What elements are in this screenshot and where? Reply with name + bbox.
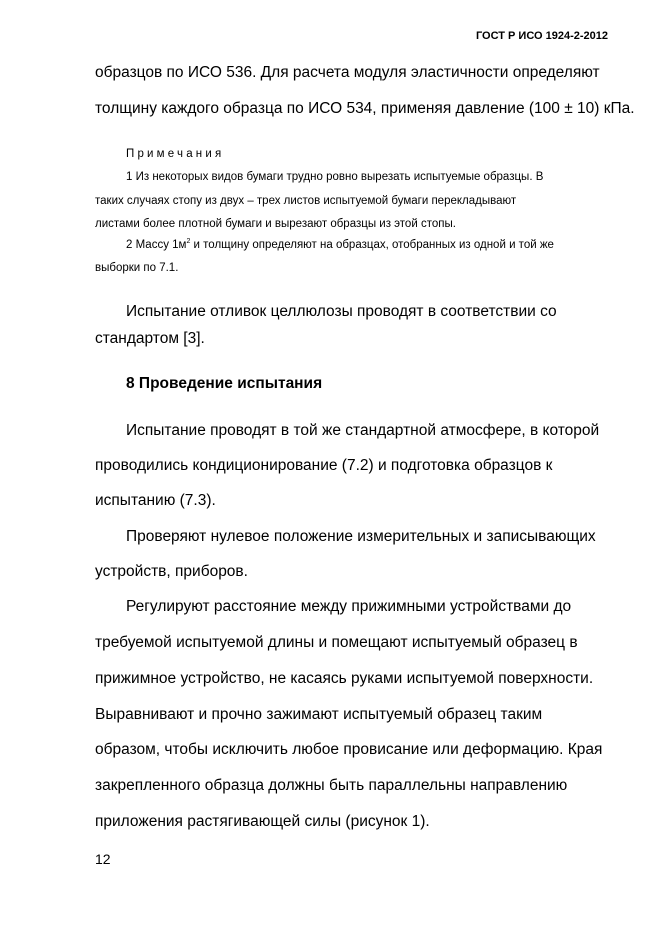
- page-number: 12: [95, 851, 111, 867]
- body-p2-line-1: Проверяют нулевое положение измерительных и записывающих: [126, 528, 596, 545]
- note-1-line-2: таких случаях стопу из двух – трех листов испытуемой бумаги перекладывают: [95, 195, 517, 207]
- intro-line-2: толщину каждого образца по ИСО 534, применяя давление (100 ± 10) кПа.: [95, 100, 635, 117]
- section-heading: 8 Проведение испытания: [126, 375, 323, 392]
- intro-line-1: образцов по ИСО 536. Для расчета модуля эластичности определяют: [95, 64, 600, 81]
- note-2-line-2: выборки по 7.1.: [95, 262, 179, 274]
- note-1-line-3: листами более плотной бумаги и вырезают образцы из этой стопы.: [95, 218, 456, 230]
- body-p3-line-7: приложения растягивающей силы (рисунок 1).: [95, 813, 430, 830]
- document-header: ГОСТ Р ИСО 1924-2-2012: [475, 30, 608, 42]
- body-p3-line-3: прижимное устройство, не касаясь руками испытуемой поверхности.: [95, 670, 594, 687]
- body-p1-line-2: проводились кондиционирование (7.2) и подготовка образцов к: [95, 457, 553, 474]
- note-2-line-1: 2 Массу $1м^2$ и толщину определяют на образцах, отобранных из одной и той же: [126, 238, 554, 251]
- body-p3-line-4: Выравнивают и прочно зажимают испытуемый образец таким: [95, 706, 543, 723]
- notes-title: Примечания: [126, 148, 225, 160]
- body-p2-line-2: устройств, приборов.: [95, 563, 248, 580]
- body-p3-line-5: образом, чтобы исключить любое провисание или деформацию. Края: [95, 741, 603, 758]
- body-p1-line-3: испытанию (7.3).: [95, 492, 216, 509]
- note-1-line-1: 1 Из некоторых видов бумаги трудно ровно вырезать испытуемые образцы. В: [126, 171, 544, 183]
- pulp-line-2: стандартом [3].: [95, 330, 205, 347]
- pulp-line-1: Испытание отливок целлюлозы проводят в соответствии со: [126, 303, 557, 320]
- body-p3-line-2: требуемой испытуемой длины и помещают испытуемый образец в: [95, 634, 578, 651]
- body-p1-line-1: Испытание проводят в той же стандартной атмосфере, в которой: [126, 422, 600, 439]
- body-p3-line-6: закрепленного образца должны быть параллельны направлению: [95, 777, 568, 794]
- body-p3-line-1: Регулируют расстояние между прижимными устройствами до: [126, 598, 572, 615]
